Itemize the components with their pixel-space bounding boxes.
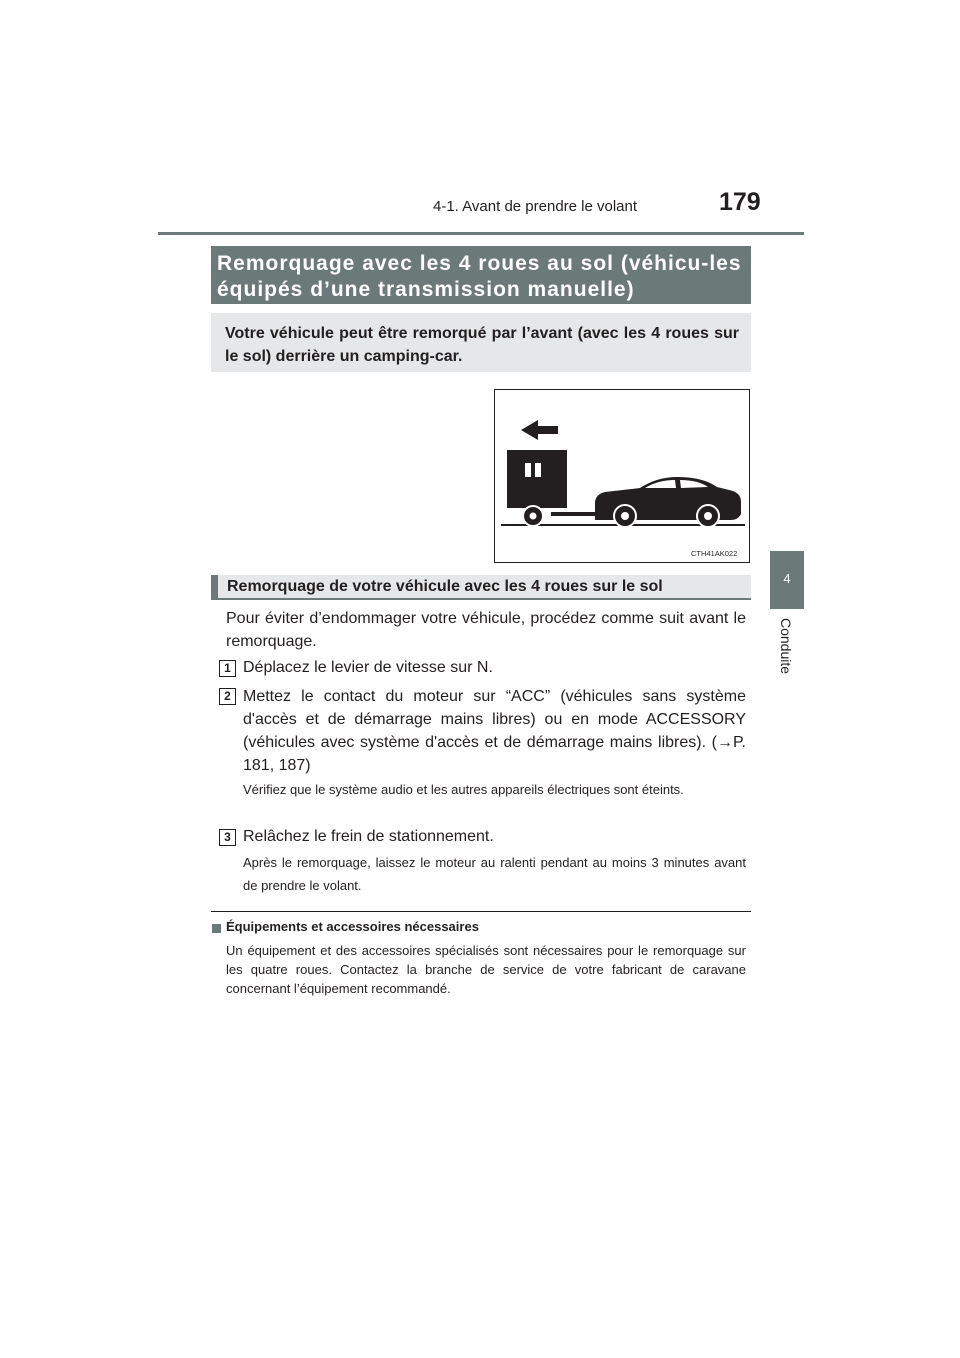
page-number: 179 (719, 188, 761, 216)
step-number-badge: 2 (219, 688, 236, 705)
intro-box (211, 313, 751, 372)
subsection-marker (211, 575, 218, 599)
step-number-badge: 1 (219, 660, 236, 677)
step-text: Déplacez le levier de vitesse sur N. (243, 659, 493, 676)
step-text: Relâchez le frein de stationnement. (243, 828, 494, 845)
chapter-label-text: Conduite (778, 618, 794, 675)
section-title-bar (211, 246, 751, 304)
towing-drawing (495, 390, 749, 562)
subsection-title: Remorquage de votre véhicule avec les 4 roues sur le sol (227, 578, 663, 595)
section-title: Remorquage avec les 4 roues au sol (véhicu-les équipés d’une transmission manuelle) (217, 252, 742, 301)
square-bullet-icon (212, 924, 221, 933)
equipment-title: Équipements et accessoires nécessaires (226, 919, 479, 934)
step-text: Mettez le contact du moteur sur “ACC” (véhicules sans système d'accès et de démarrage mains libres) ou en mode ACCESSORY (véhicules avec système d'accès et de démarrage mains libres). (→P. 181, 187) (243, 688, 746, 774)
chapter-number: 4 (783, 571, 791, 586)
section-breadcrumb: 4-1. Avant de prendre le volant (433, 198, 638, 215)
chapter-label (770, 618, 804, 698)
towing-illustration (494, 389, 750, 563)
step-note: Vérifiez que le système audio et les autres appareils électriques sont éteints. (243, 782, 684, 797)
subsection-heading (211, 575, 751, 600)
separator-rule (211, 911, 751, 912)
illustration-code: CTH41AK022 (691, 549, 738, 558)
camper-icon (507, 450, 567, 508)
step-number-badge: 3 (219, 829, 236, 846)
direction-arrow-icon (521, 420, 558, 440)
header-rule (158, 232, 804, 235)
step-note: Après le remorquage, laissez le moteur au ralenti pendant au moins 3 minutes avant de prendre le volant. (243, 855, 746, 893)
intro-text: Votre véhicule peut être remorqué par l’avant (avec les 4 roues sur le sol) derrière un camping-car. (225, 325, 739, 365)
lead-paragraph: Pour éviter d’endommager votre véhicule, procédez comme suit avant le remorquage. (226, 610, 746, 650)
equipment-body: Un équipement et des accessoires spécialisés sont nécessaires pour le remorquage sur les quatre roues. Contactez la branche de service de votre fabricant de caravane concernant l’équipement recommandé. (226, 943, 746, 996)
